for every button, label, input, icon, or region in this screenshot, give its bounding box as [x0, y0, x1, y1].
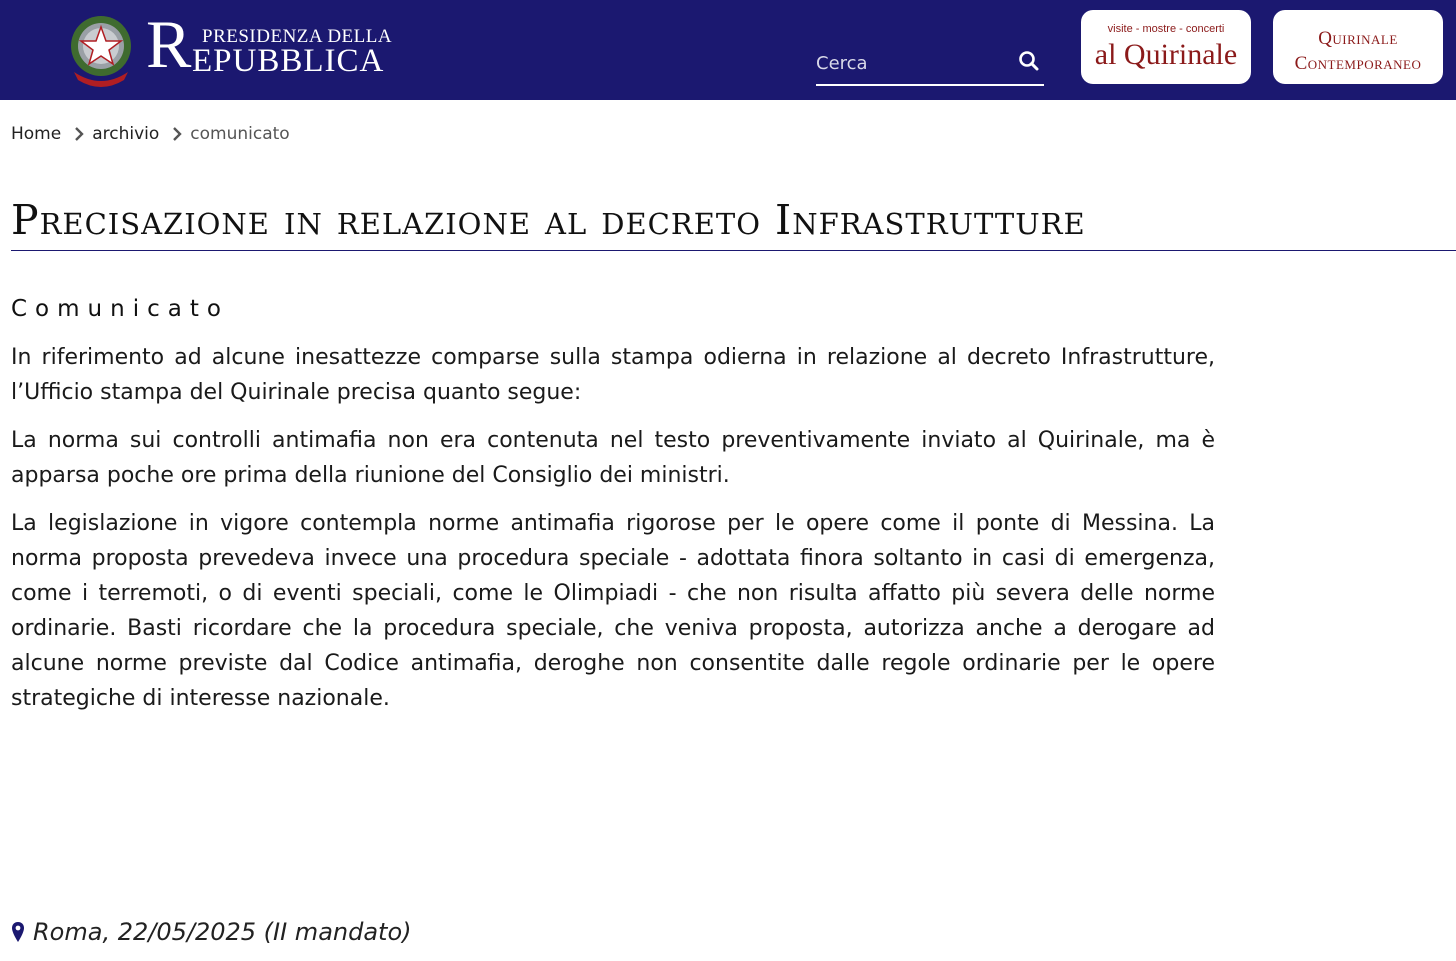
breadcrumb — [11, 124, 290, 144]
title-divider — [11, 250, 1456, 251]
place-date — [11, 918, 412, 946]
map-pin-icon — [11, 921, 25, 943]
logo-initial: R — [146, 6, 192, 82]
search-box — [816, 44, 1044, 86]
place-date-text: Roma, 22/05/2025 (II mandato) — [33, 918, 412, 946]
site-header — [0, 0, 1456, 100]
chevron-right-icon — [169, 125, 185, 143]
al-quirinale-subtitle: visite - mostre - concerti — [1107, 23, 1225, 35]
article-paragraph: La norma sui controlli antimafia non era contenuta nel testo preventivamente inviato al Quirinale, ma è apparsa poche ore prima della riunione del Consiglio dei ministri. — [11, 428, 1215, 488]
al-quirinale-link[interactable] — [1081, 10, 1251, 84]
article-paragraph: La legislazione in vigore contempla norme antimafia rigorose per le opere come il ponte di Messina. La norma proposta prevedeva invece una procedura speciale - adottata finora soltanto in casi di emergenza, come i terremoti, o di eventi speciali, come le Olimpiadi - che non risulta affatto più severa delle norme ordinarie. Basti ricordare che la procedura speciale, che veniva proposta, autorizza anche a derogare ad alcune norme previste dal Codice antimafia, deroghe non consentite dalle regole ordinarie per le opere strategiche di interesse nazionale. — [11, 511, 1215, 711]
logo-line-2: EPUBBLICA — [192, 43, 385, 79]
article-paragraph: In riferimento ad alcune inesattezze comparse sulla stampa odierna in relazione al decreto Infrastrutture, l’Ufficio stampa del Quirinale precisa quanto segue: — [11, 345, 1215, 405]
breadcrumb-current: comunicato — [190, 124, 290, 144]
article-type-label: Comunicato — [11, 296, 229, 322]
article-body — [11, 340, 1215, 729]
contemporaneo-line-2: Contemporaneo — [1294, 53, 1422, 74]
emblem-of-italy-icon[interactable] — [66, 10, 136, 88]
search-input[interactable] — [816, 48, 1006, 78]
logo-line-1: PRESIDENZA DELLA — [202, 26, 393, 47]
search-icon[interactable] — [1018, 50, 1040, 72]
page-title: Precisazione in relazione al decreto Infrastrutture — [11, 196, 1086, 244]
al-quirinale-title: al Quirinale — [1094, 38, 1238, 71]
breadcrumb-home[interactable]: Home — [11, 124, 62, 144]
breadcrumb-archivio[interactable]: archivio — [92, 124, 160, 144]
contemporaneo-line-1: Quirinale — [1318, 28, 1398, 49]
chevron-right-icon — [71, 125, 87, 143]
quirinale-contemporaneo-title — [1273, 26, 1443, 76]
quirinale-contemporaneo-link[interactable] — [1273, 10, 1443, 84]
